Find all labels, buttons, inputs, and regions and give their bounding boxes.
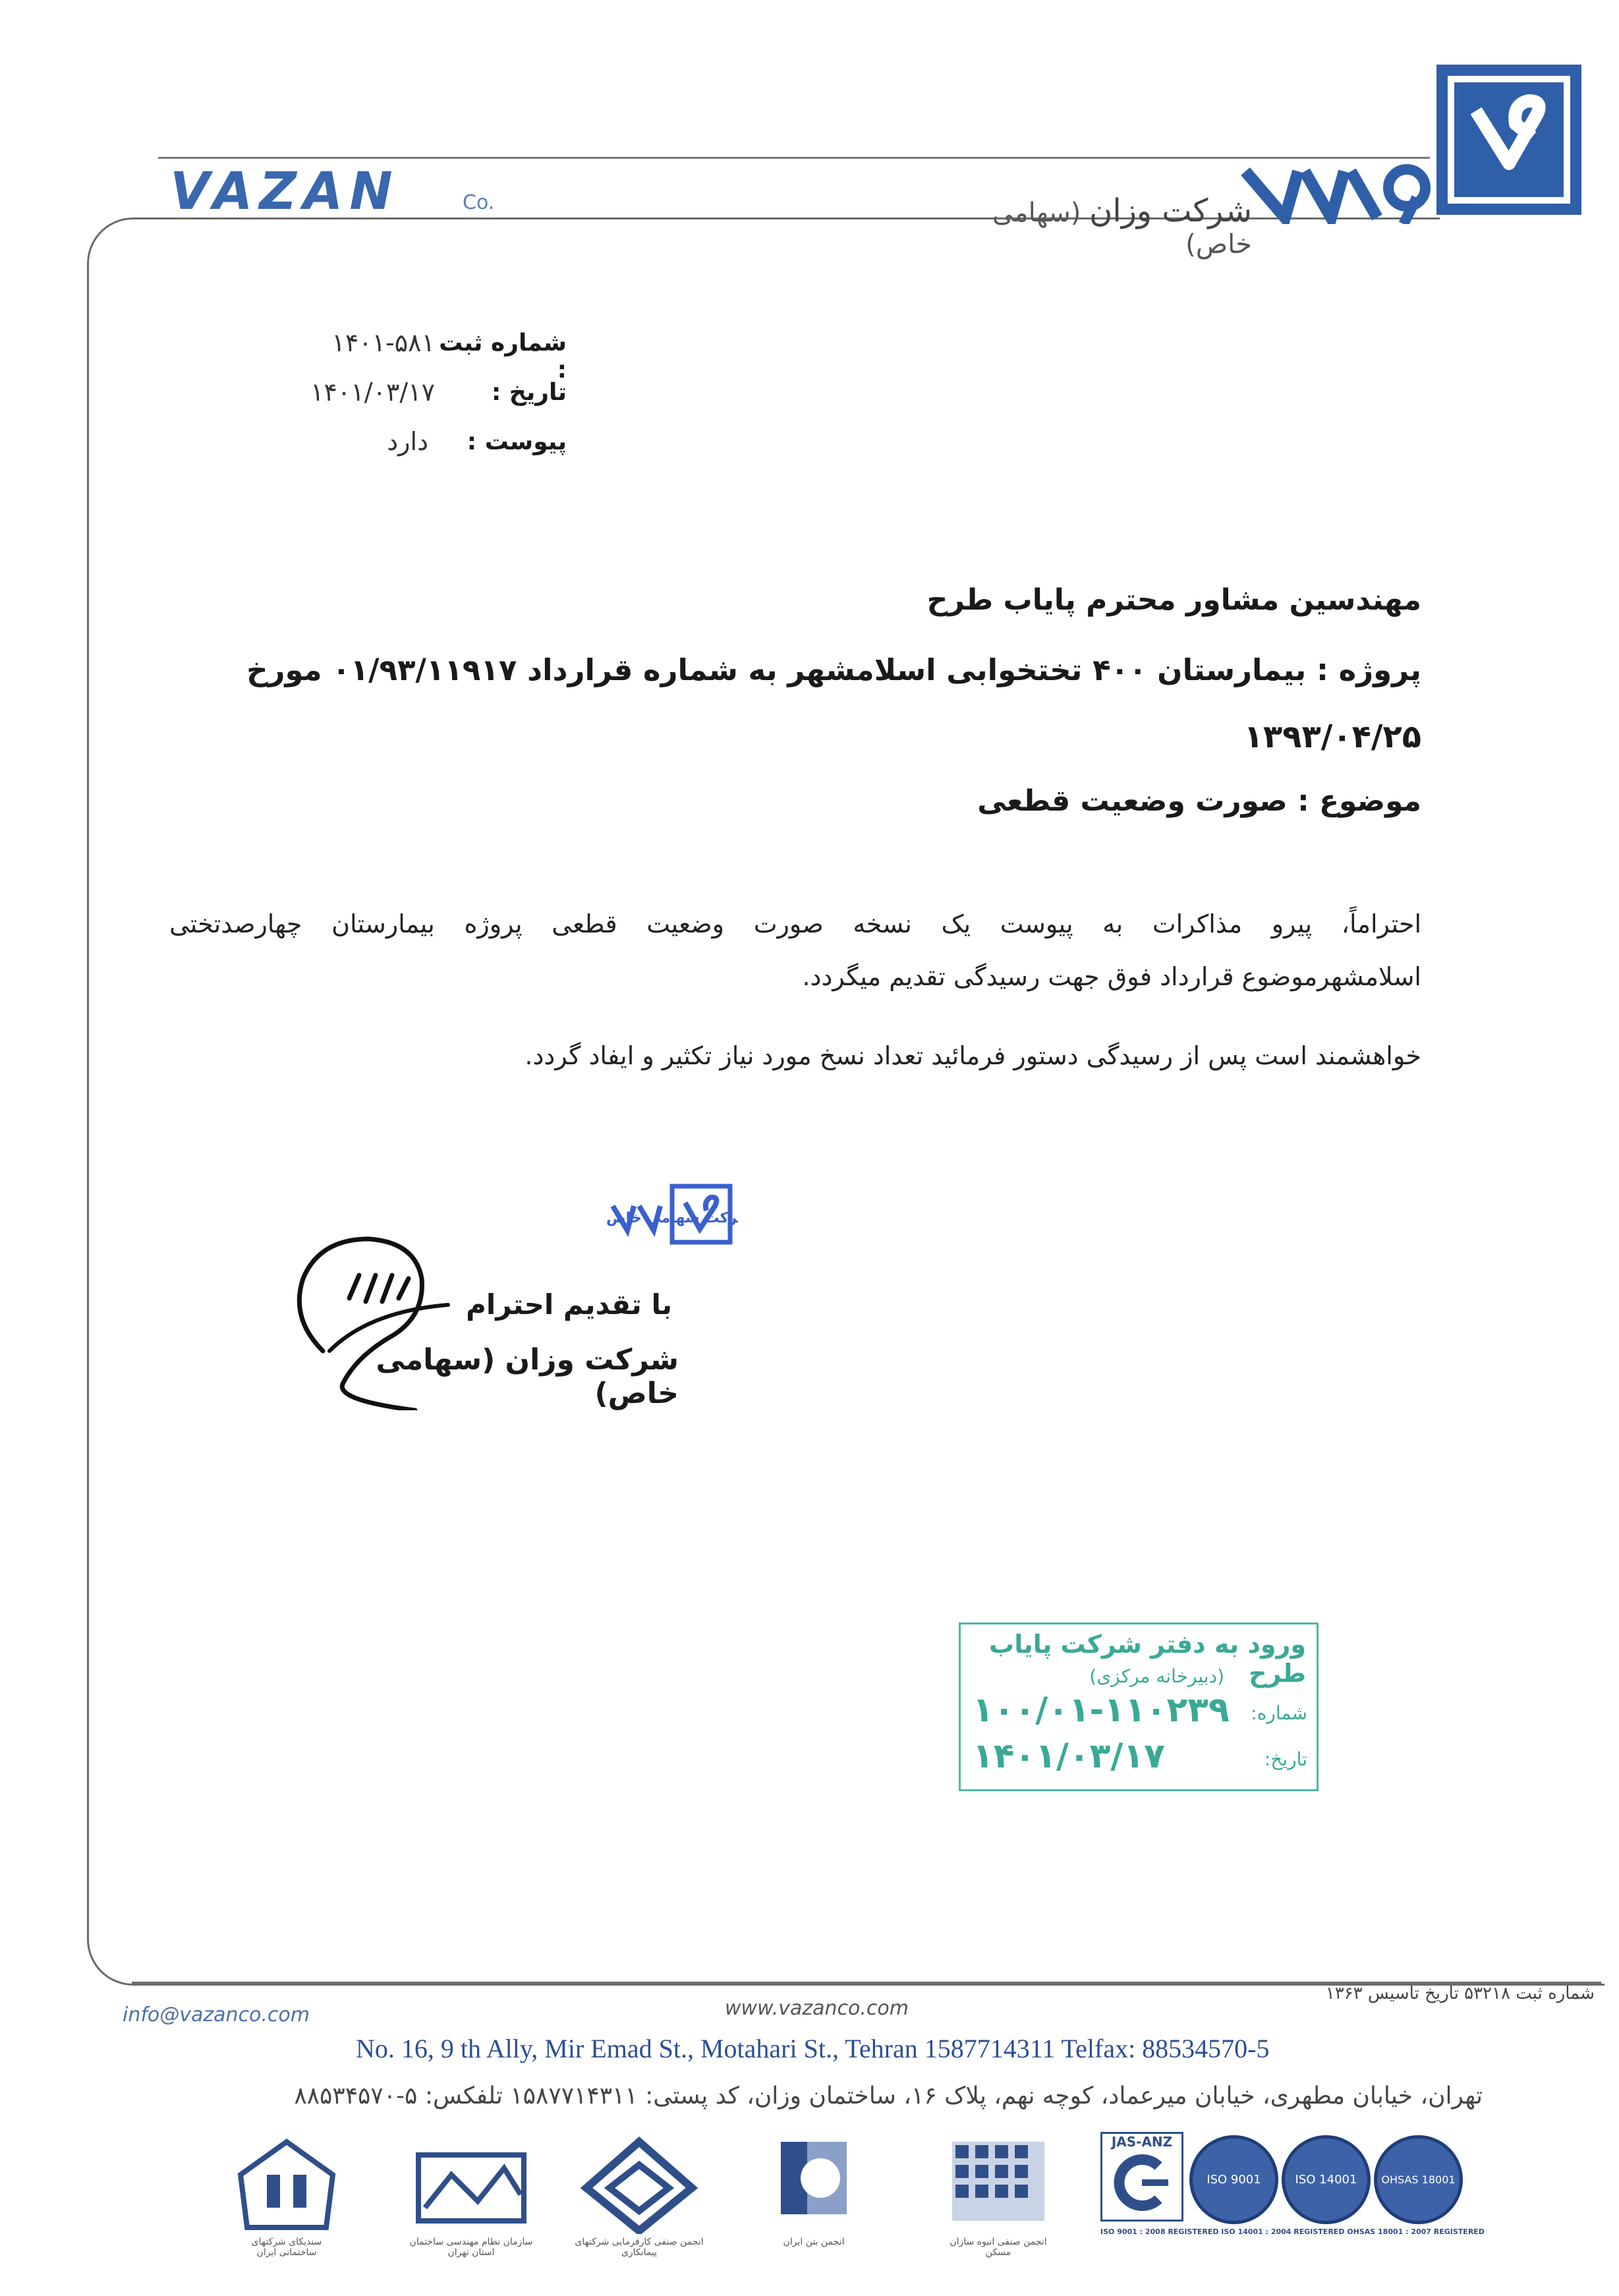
brand-en-suffix: Co. (463, 191, 495, 214)
iso-14001-seal: ISO 14001 (1282, 2135, 1371, 2224)
association-caption-4: سازمان نظام مهندسی ساختمان استان تهران (409, 2237, 533, 2258)
closing-phrase: با تقدیم احترام (466, 1288, 672, 1321)
footer-website-link[interactable]: www.vazanco.com (725, 1997, 909, 2020)
certification-caption: ISO 9001 : 2008 REGISTERED ISO 14001 : 2004 REGISTERED OHSAS 18001 : 2007 REGISTERED (1100, 2227, 1485, 2236)
association-caption-2: انجمن بتن ایران (783, 2237, 845, 2247)
vazan-logo-icon (1436, 65, 1581, 215)
footer-address-en: No. 16, 9 th Ally, Mir Emad St., Motahari St., Tehran 1587714311 Telfax: 88534570-5 (356, 2034, 1270, 2063)
company-name-fa (949, 192, 1252, 260)
reception-number-label: شماره: (1251, 1702, 1307, 1724)
association-logo-contractors (567, 2135, 712, 2267)
ohsas-18001-seal: OHSAS 18001 (1374, 2135, 1463, 2224)
reception-stamp (959, 1622, 1319, 1791)
project-line-2: ۱۳۹۳/۰۴/۲۵ (1243, 718, 1421, 755)
association-logo-engineering-org (405, 2135, 537, 2267)
iso-9001-seal: ISO 9001 (1189, 2135, 1278, 2224)
date-label: تاریخ : (491, 379, 567, 406)
association-logo-builders-syndicate (234, 2135, 339, 2267)
signer-company: شرکت وزان (سهامی خاص) (376, 1343, 679, 1410)
project-line-1: پروژه : بیمارستان ۴۰۰ تختخوابی اسلامشهر به شماره قرارداد ۰۱/۹۳/۱۱۹۱۷ مورخ (246, 652, 1421, 687)
company-name-sub: (سهامی خاص) (992, 198, 1252, 260)
reg-number-label: شماره ثبت : (439, 330, 567, 384)
building-icon (234, 2135, 339, 2234)
vazan-fa-logotype (1239, 152, 1436, 224)
addressee: مهندسین مشاور محترم پایاب طرح (926, 583, 1421, 617)
grid-building-icon (942, 2135, 1054, 2234)
footer-email-link[interactable]: info@vazanco.com (123, 2003, 310, 2026)
certification-seals (1100, 2132, 1485, 2244)
association-caption-1: انجمن صنفی انبوه سازان مسکن (950, 2237, 1047, 2258)
reception-stamp-subtitle: (دبیرخانه مرکزی) (1089, 1665, 1224, 1687)
frame-bottom-corner (87, 1937, 1605, 1986)
brand-en-text: VAZAN (170, 168, 399, 214)
brand-fa-text (1278, 171, 1280, 172)
reg-number-value: ۱۴۰۱-۵۸۱ (331, 328, 435, 357)
company-name-main: شرکت وزان (1089, 192, 1252, 229)
reception-stamp-title: ورود به دفتر شرکت پایاب طرح (989, 1630, 1306, 1688)
jas-anz-badge (1100, 2132, 1183, 2222)
attachment-value: دارد (387, 427, 428, 456)
reception-date-value: ۱۴۰۱/۰۳/۱۷ (973, 1736, 1165, 1776)
diamond-icon (567, 2135, 712, 2234)
footer-registration: شماره ثبت ۵۳۲۱۸ تاریخ تاسیس ۱۳۶۳ (1325, 1984, 1595, 2003)
subject-line: موضوع : صورت وضعیت قطعی (977, 784, 1421, 818)
footer-address-fa: تهران، خیابان مطهری، خیابان میرعماد، کوچه نهم، پلاک ۱۶، ساختمان وزان، کد پستی: ۱۵۸۷۷۱۴۳۱۱ تلفکس: ۵-۸۸۵۳۴۵۷۰ (294, 2082, 1483, 2109)
company-seal-stamp (455, 1183, 738, 1246)
paragraph-2: خواهشمند است پس از رسیدگی دستور فرمائید تعداد نسخ مورد نیاز تکثیر و ایفاد گردد. (525, 1041, 1421, 1070)
association-caption-5: سندیکای شرکتهای ساختمانی ایران (251, 2237, 322, 2258)
jas-anz-label: JAS-ANZ (1111, 2134, 1173, 2150)
seal-stamp-text: شرکت سهامی خاص (606, 1210, 738, 1226)
attachment-label: پیوست : (467, 428, 567, 455)
reception-number-value: ۱۰۰/۰۱-۱۱۰۲۳۹ (973, 1690, 1230, 1730)
date-value: ۱۴۰۱/۰۳/۱۷ (310, 378, 435, 407)
association-caption-3: انجمن صنفی کارفرمایی شرکتهای پیمانکاری (575, 2237, 704, 2258)
reception-date-label: تاریخ: (1264, 1748, 1307, 1770)
association-logo-housing (942, 2135, 1054, 2267)
jas-anz-c-icon (1102, 2150, 1181, 2216)
roof-icon (405, 2135, 537, 2234)
association-logo-concrete (768, 2135, 860, 2267)
paragraph-1-line-1: احتراماً، پیرو مذاکرات به پیوست یک نسخه صورت وضعیت قطعی پروژه بیمارستان چهارصدتختی (169, 909, 1421, 938)
frame-left-edge (87, 264, 89, 1937)
paragraph-1-line-2: اسلامشهرموضوع قرارداد فوق جهت رسیدگی تقدیم میگردد. (802, 962, 1421, 991)
concrete-block-icon (768, 2135, 860, 2234)
vazan-en-logotype (170, 168, 473, 214)
